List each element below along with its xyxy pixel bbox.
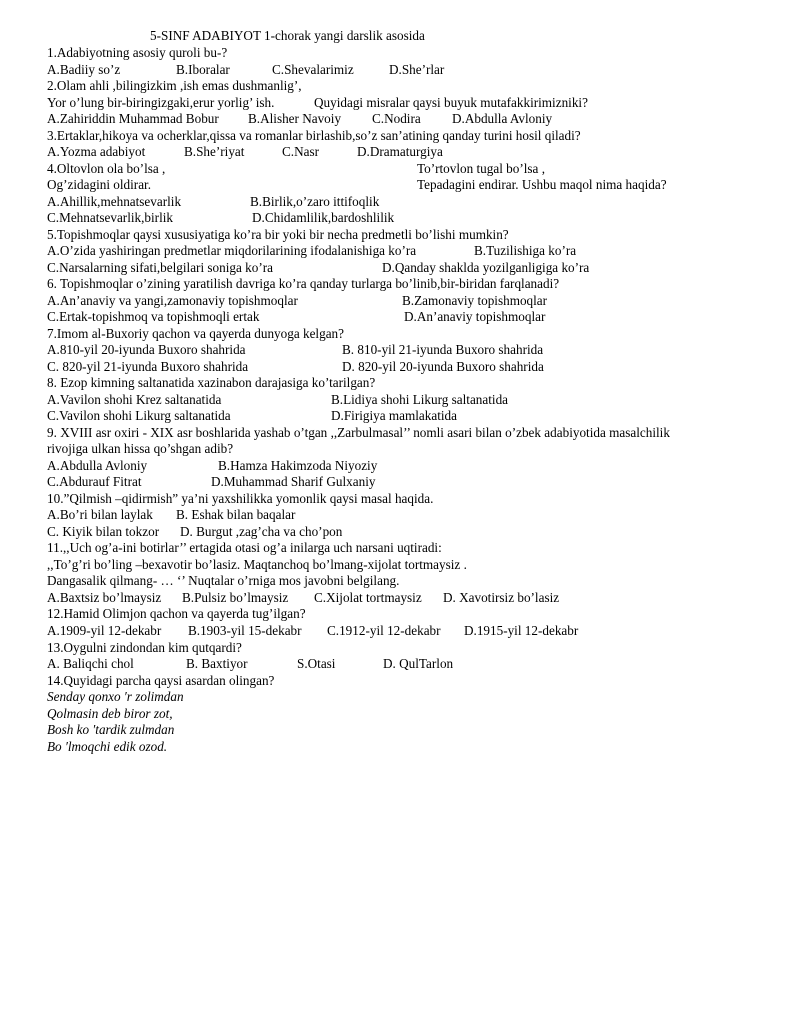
q11-option-d: D. Xavotirsiz bo’lasiz (443, 590, 560, 605)
q9-option-b: B.Hamza Hakimzoda Niyoziy (218, 458, 378, 473)
question-4-left-2: Og’zidagini oldirar. (47, 177, 152, 192)
q3-option-a: A.Yozma adabiyot (47, 144, 146, 159)
question-11: 11.,,Uch og’a-ini botirlar’’ ertagida otasi og’a inilarga uch narsani uqtiradi: (47, 540, 442, 555)
poem-line: Qolmasin deb biror zot, (47, 706, 173, 721)
q2-option-c: C.Nodira (372, 111, 421, 126)
q11-option-c: C.Xijolat tortmaysiz (314, 590, 422, 605)
question-9-line-2: rivojiga ulkan hissa qo’shgan adib? (47, 441, 234, 456)
q9-option-a: A.Abdulla Avloniy (47, 458, 148, 473)
q10-option-d: D. Burgut ,zag’cha va cho’pon (180, 524, 343, 539)
q10-option-a: A.Bo’ri bilan laylak (47, 507, 153, 522)
poem-line: Bosh ko ′tardik zulmdan (47, 722, 175, 737)
question-8: 8. Ezop kimning saltanatida xazinabon darajasiga ko’tarilgan? (47, 375, 376, 390)
poem-line: Bo ′lmoqchi edik ozod. (47, 739, 168, 754)
q3-option-c: C.Nasr (282, 144, 319, 159)
question-14: 14.Quyidagi parcha qaysi asardan olingan? (47, 673, 275, 688)
q12-option-b: B.1903-yil 15-dekabr (188, 623, 302, 638)
q1-option-b: B.Iboralar (176, 62, 230, 77)
q7-option-a: A.810-yil 20-iyunda Buxoro shahrida (47, 342, 246, 357)
question-2: 2.Olam ahli ,bilingizkim ,ish emas dushmanlig’, (47, 78, 302, 93)
q7-option-d: D. 820-yil 20-iyunda Buxoro shahrida (342, 359, 544, 374)
q9-option-d: D.Muhammad Sharif Gulxaniy (211, 474, 376, 489)
question-7: 7.Imom al-Buxoriy qachon va qayerda dunyoga kelgan? (47, 326, 344, 341)
q12-option-d: D.1915-yil 12-dekabr (464, 623, 579, 638)
q1-option-d: D.She’rlar (389, 62, 445, 77)
question-4-right-1: To’rtovlon tugal bo’lsa , (417, 161, 545, 176)
q2-option-b: B.Alisher Navoiy (248, 111, 342, 126)
question-4-right-2: Tepadagini endirar. Ushbu maqol nima haqida? (417, 177, 667, 192)
q8-option-a: A.Vavilon shohi Krez saltanatida (47, 392, 222, 407)
question-9: 9. XVIII asr oxiri - XIX asr boshlarida yashab o’tgan ,,Zarbulmasal’’ nomli asari bilan o’zbek adabiyotida masalchilik (47, 425, 670, 440)
q3-option-b: B.She’riyat (184, 144, 245, 159)
q12-option-a: A.1909-yil 12-dekabr (47, 623, 162, 638)
q5-option-a: A.O’zida yashiringan predmetlar miqdorilarining ifodalanishiga ko’ra (47, 243, 417, 258)
q7-option-c: C. 820-yil 21-iyunda Buxoro shahrida (47, 359, 249, 374)
q11-option-a: A.Baxtsiz bo’lmaysiz (47, 590, 162, 605)
q10-option-b: B. Eshak bilan baqalar (176, 507, 296, 522)
question-12: 12.Hamid Olimjon qachon va qayerda tug’ilgan? (47, 606, 306, 621)
question-11-line-3: Dangasalik qilmang- … ‘’ Nuqtalar o’rniga mos javobni belgilang. (47, 573, 400, 588)
q3-option-d: D.Dramaturgiya (357, 144, 443, 159)
q5-option-b: B.Tuzilishiga ko’ra (474, 243, 577, 258)
question-11-line-2: ,,To’g’ri bo’ling –bexavotir bo’lasiz. Maqtanchoq bo’lmang-xijolat tortmaysiz . (47, 557, 467, 572)
question-2-line-2: Yor o’lung bir-biringizgaki,erur yorlig’ ish. (47, 95, 275, 110)
q6-option-b: B.Zamonaviy topishmoqlar (402, 293, 548, 308)
q10-option-c: C. Kiyik bilan tokzor (47, 524, 160, 539)
q11-option-b: B.Pulsiz bo’lmaysiz (182, 590, 289, 605)
q2-option-a: A.Zahiriddin Muhammad Bobur (47, 111, 219, 126)
page-title: 5-SINF ADABIYOT 1-chorak yangi darslik asosida (150, 28, 425, 43)
question-6: 6. Topishmoqlar o’zining yaratilish davriga ko’ra qanday turlarga bo’linib,bir-biridan farqlanadi? (47, 276, 560, 291)
question-4: 4.Oltovlon ola bo’lsa , (47, 161, 166, 176)
question-2-line-3: Quyidagi misralar qaysi buyuk mutafakkirimizniki? (314, 95, 588, 110)
q13-option-b: B. Baxtiyor (186, 656, 248, 671)
q13-option-c: S.Otasi (297, 656, 336, 671)
q12-option-c: C.1912-yil 12-dekabr (327, 623, 441, 638)
q4-option-b: B.Birlik,o’zaro ittifoqlik (250, 194, 380, 209)
q7-option-b: B. 810-yil 21-iyunda Buxoro shahrida (342, 342, 544, 357)
q13-option-a: A. Baliqchi chol (47, 656, 134, 671)
q8-option-d: D.Firigiya mamlakatida (331, 408, 457, 423)
q6-option-a: A.An’anaviy va yangi,zamonaviy topishmoqlar (47, 293, 298, 308)
q2-option-d: D.Abdulla Avloniy (452, 111, 553, 126)
q9-option-c: C.Abdurauf Fitrat (47, 474, 142, 489)
poem-line: Senday qonxo ′r zolimdan (47, 689, 184, 704)
q1-option-a: A.Badiiy so’z (47, 62, 121, 77)
question-10: 10.”Qilmish –qidirmish” ya’ni yaxshilikka yomonlik qaysi masal haqida. (47, 491, 434, 506)
q5-option-d: D.Qanday shaklda yozilganligiga ko’ra (382, 260, 590, 275)
question-1: 1.Adabiyotning asosiy quroli bu-? (47, 45, 228, 60)
q5-option-c: C.Narsalarning sifati,belgilari soniga ko’ra (47, 260, 273, 275)
question-3: 3.Ertaklar,hikoya va ocherklar,qissa va romanlar birlashib,so’z san’atining qanday turini hosil qiladi? (47, 128, 581, 143)
q1-option-c: C.Shevalarimiz (272, 62, 354, 77)
q6-option-c: C.Ertak-topishmoq va topishmoqli ertak (47, 309, 260, 324)
question-5: 5.Topishmoqlar qaysi xususiyatiga ko’ra bir yoki bir necha predmetli bo’lishi mumkin? (47, 227, 509, 242)
q13-option-d: D. QulTarlon (383, 656, 454, 671)
q8-option-b: B.Lidiya shohi Likurg saltanatida (331, 392, 509, 407)
q6-option-d: D.An’anaviy topishmoqlar (404, 309, 546, 324)
q4-option-a: A.Ahillik,mehnatsevarlik (47, 194, 182, 209)
q8-option-c: C.Vavilon shohi Likurg saltanatida (47, 408, 231, 423)
q4-option-c: C.Mehnatsevarlik,birlik (47, 210, 173, 225)
q4-option-d: D.Chidamlilik,bardoshlilik (252, 210, 395, 225)
question-13: 13.Oygulni zindondan kim qutqardi? (47, 640, 242, 655)
